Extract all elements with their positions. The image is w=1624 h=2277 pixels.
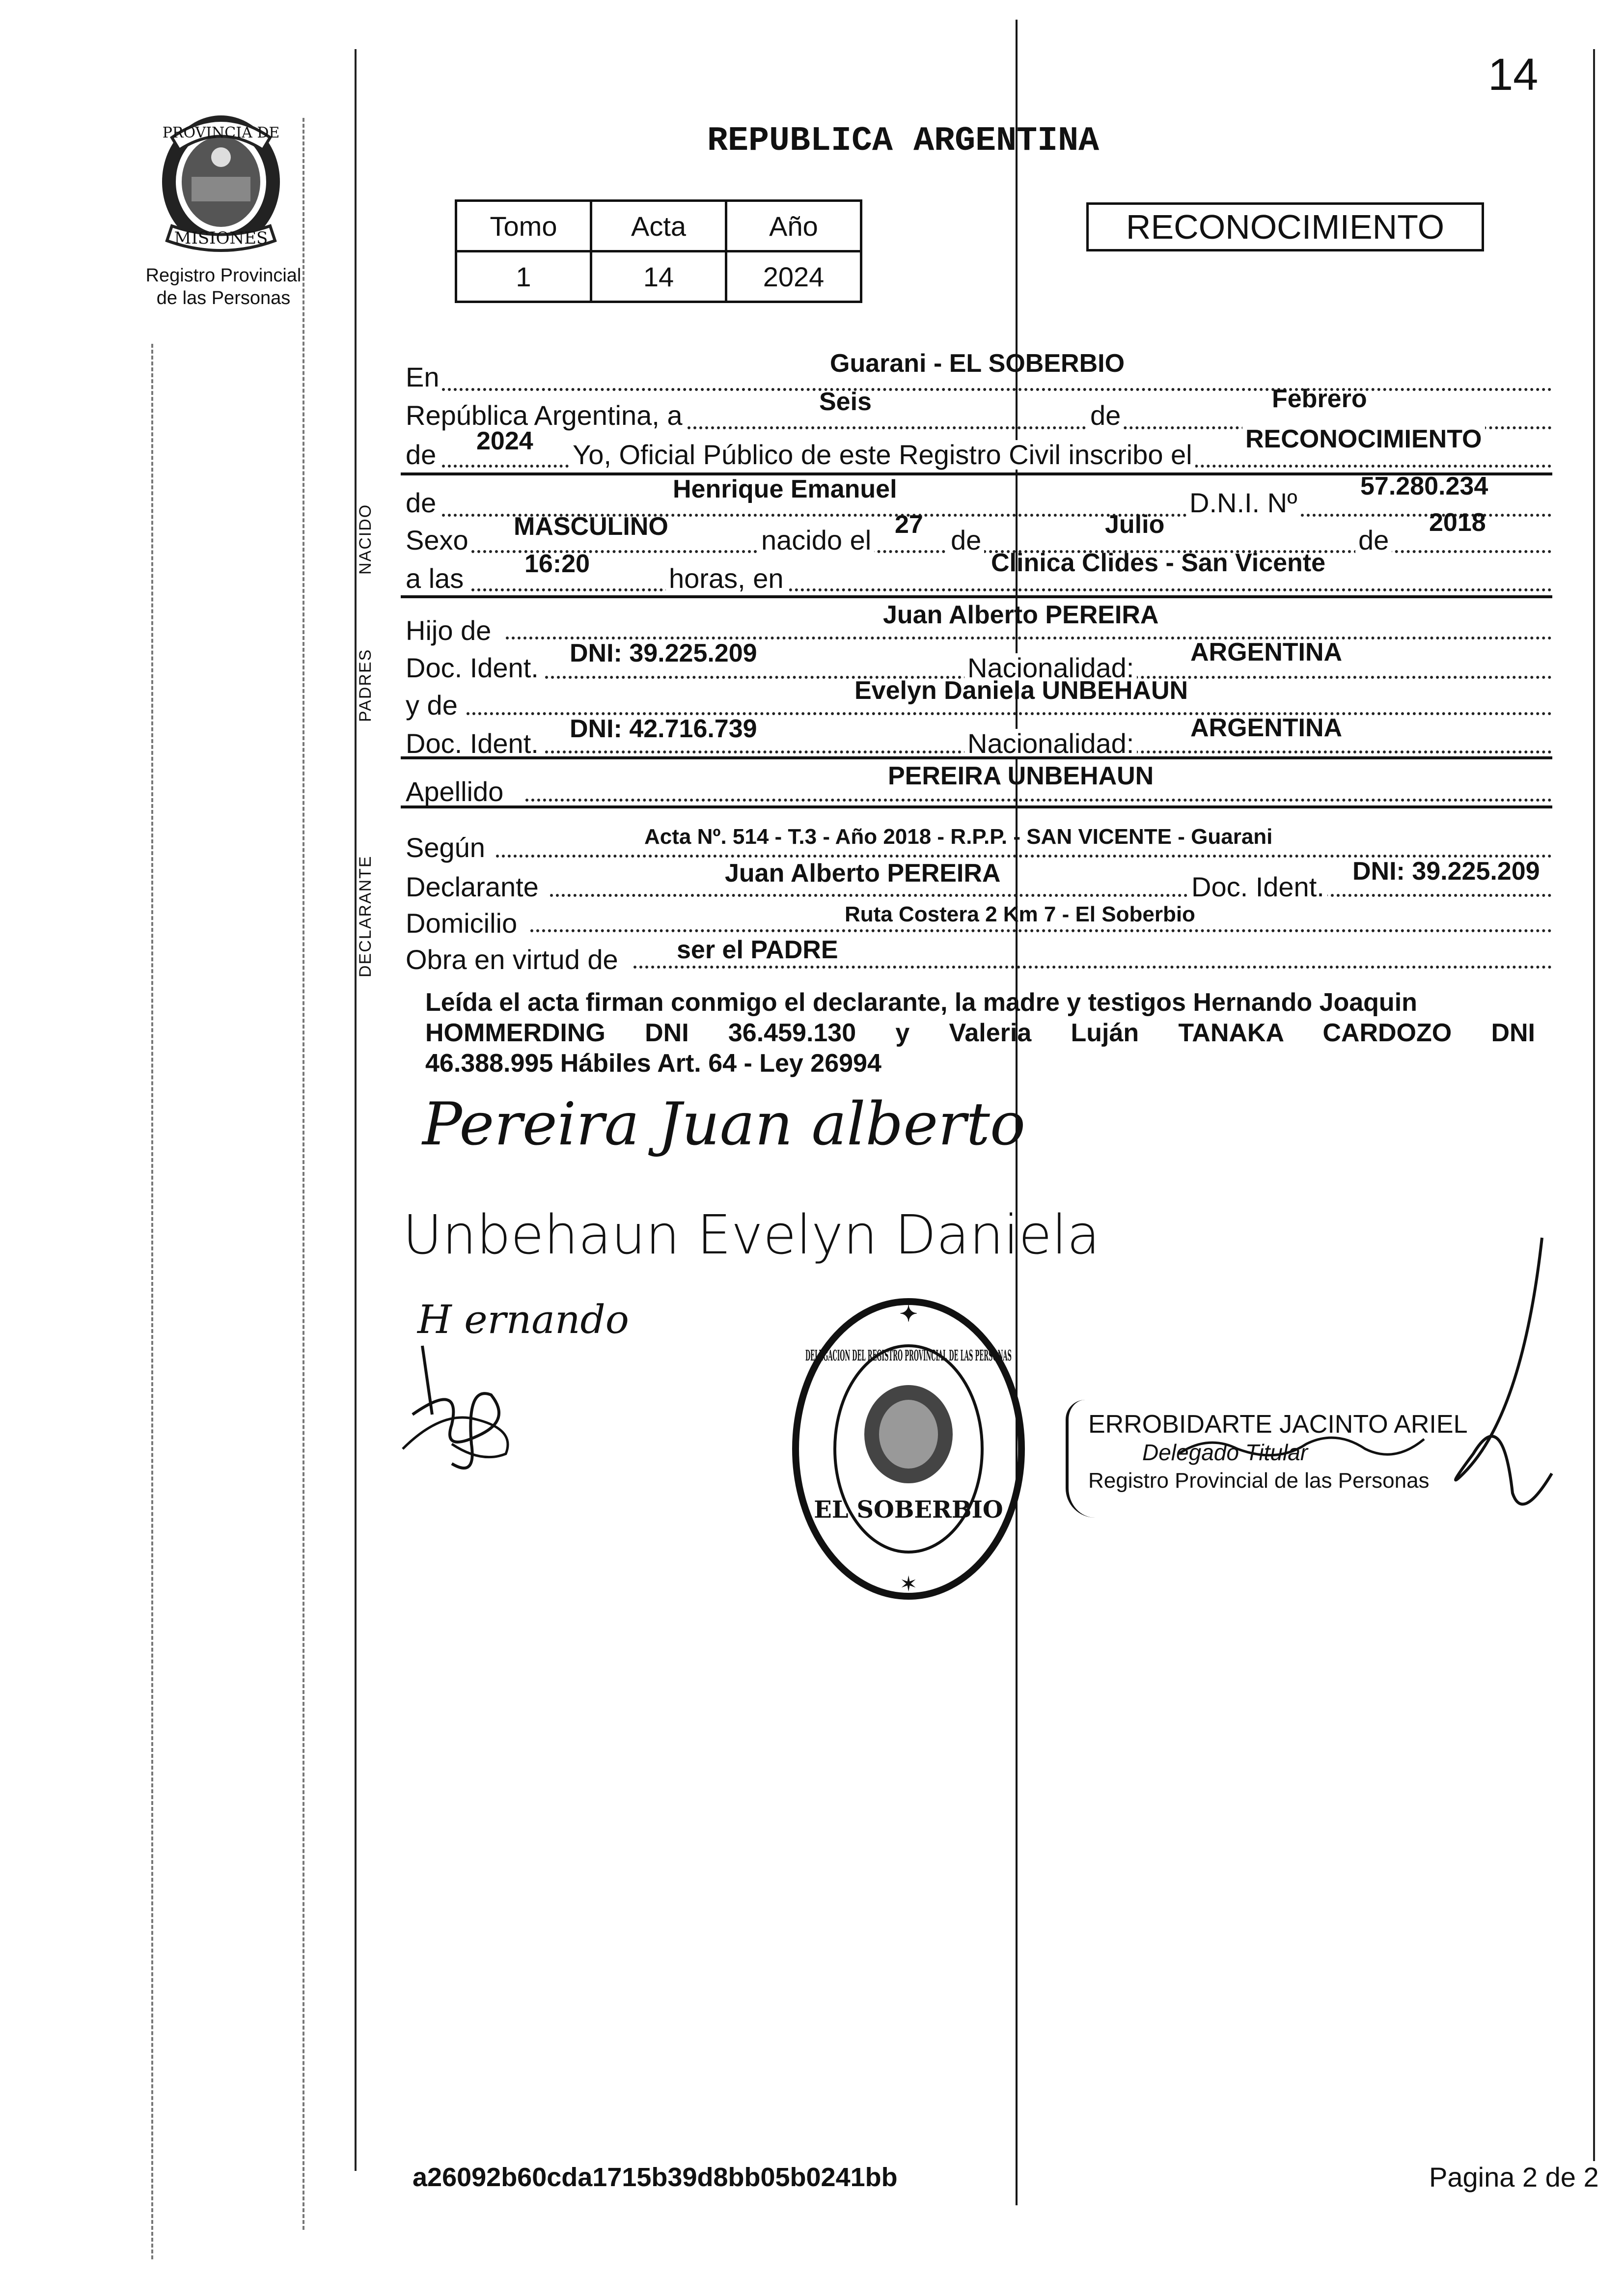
left-margin-line: [355, 49, 357, 2171]
label-de-mes: de: [1087, 401, 1124, 430]
signature-unbehaun: Unbehaun Evelyn Daniela: [403, 1203, 1100, 1266]
label-horas-en: horas, en: [666, 564, 787, 593]
record-table: [455, 199, 862, 303]
dots-declarante: [550, 894, 1552, 897]
value-madre-doc: DNI: 42.716.739: [570, 715, 757, 743]
label-de-anio: de: [1355, 526, 1392, 555]
closing-line-3: 46.388.995 Hábiles Art. 64 - Ley 26994: [425, 1049, 881, 1078]
table-header-tomo: Tomo: [456, 201, 591, 251]
value-lugar: Guarani - EL SOBERBIO: [830, 349, 1125, 378]
act-type-box: RECONOCIMIENTO: [1086, 202, 1484, 251]
seal-ring-text: DELEGACION DEL REGISTRO PROVINCIAL DE LAS PERSONAS: [805, 1347, 1012, 1364]
side-label-declarante: DECLARANTE: [356, 855, 375, 977]
value-dni: 57.280.234: [1360, 472, 1488, 500]
value-lugar-nac: Clinica Clides - San Vicente: [991, 549, 1326, 577]
official-signature-icon: [1090, 1218, 1562, 1532]
svg-text:✶: ✶: [899, 1572, 918, 1597]
value-tipo: RECONOCIMIENTO: [1242, 425, 1485, 453]
page-number: 14: [1488, 50, 1539, 100]
dashed-margin-right: [303, 118, 304, 2230]
value-sexo: MASCULINO: [514, 512, 668, 541]
document-hash: a26092b60cda1715b39d8bb05b0241bb: [413, 2163, 898, 2192]
value-apellido: PEREIRA UNBEHAUN: [888, 762, 1154, 790]
right-margin-line: [1593, 49, 1595, 2161]
label-nacido-el: nacido el: [758, 526, 874, 555]
value-madre: Evelyn Daniela UNBEHAUN: [854, 676, 1188, 705]
label-dni: D.N.I. Nº: [1186, 488, 1300, 518]
official-role: Delegado Titular: [1142, 1440, 1308, 1465]
value-segun: Acta Nº. 514 - T.3 - Año 2018 - R.P.P. - SAN VICENTE - Guarani: [644, 825, 1273, 849]
value-declarante: Juan Alberto PEREIRA: [725, 859, 1001, 888]
label-sexo: Sexo: [406, 525, 468, 555]
dots-domicilio: [530, 929, 1552, 932]
registry-label-line2: de las Personas: [156, 288, 291, 308]
label-segun: Según: [406, 832, 485, 863]
dots-apellido: [525, 799, 1552, 802]
dots-obra: [633, 966, 1552, 969]
value-padre-nac: ARGENTINA: [1190, 638, 1343, 666]
dots-hora: [471, 588, 1552, 591]
table-value-anio: 2024: [726, 251, 861, 302]
value-padre-doc: DNI: 39.225.209: [570, 639, 757, 667]
separator-3: [401, 756, 1552, 759]
label-apellido: Apellido: [406, 776, 504, 807]
separator-4: [401, 805, 1552, 808]
official-office: Registro Provincial de las Personas: [1088, 1469, 1430, 1493]
value-nac-mes: Julio: [1105, 510, 1165, 539]
signature-pereira: Pereira Juan alberto: [422, 1090, 1026, 1159]
witness-signature-scribble-icon: [393, 1336, 530, 1483]
label-a-las: a las: [406, 563, 464, 594]
value-declarante-doc: DNI: 39.225.209: [1352, 857, 1540, 886]
table-value-acta: 14: [591, 251, 726, 302]
pagination: Pagina 2 de 2: [1429, 2162, 1599, 2193]
separator-2: [401, 595, 1552, 598]
provincial-emblem-icon: [142, 108, 300, 255]
value-madre-nac: ARGENTINA: [1190, 714, 1343, 742]
value-domicilio: Ruta Costera 2 Km 7 - El Soberbio: [845, 902, 1195, 926]
value-dia: Seis: [819, 388, 872, 416]
label-domicilio: Domicilio: [406, 908, 518, 939]
value-hora: 16:20: [524, 550, 590, 578]
label-yo-oficial: Yo, Oficial Público de este Registro Civil inscribo el: [570, 440, 1195, 470]
side-label-padres: PADRES: [356, 648, 375, 722]
label-doc-ident-2: Doc. Ident.: [406, 728, 539, 759]
dots-en: [442, 388, 1552, 391]
side-label-nacido: NACIDO: [356, 503, 375, 575]
closing-line-1: Leída el acta firman conmigo el declarante, la madre y testigos Hernando Joaquin: [425, 988, 1417, 1017]
table-value-tomo: 1: [456, 251, 591, 302]
value-nac-anio: 2018: [1429, 508, 1486, 537]
closing-paragraph: [425, 987, 1535, 1079]
label-y-de: y de: [406, 690, 458, 721]
value-nac-dia: 27: [895, 510, 923, 539]
label-doc-ident-3: Doc. Ident.: [1188, 872, 1327, 902]
closing-line-2: HOMMERDING DNI 36.459.130 y Valeria Luján TANAKA CARDOZO DNI: [425, 1019, 1535, 1047]
label-nacionalidad-1: Nacionalidad:: [964, 653, 1137, 683]
label-obra: Obra en virtud de: [406, 944, 618, 975]
value-obra: ser el PADRE: [677, 936, 838, 964]
table-header-acta: Acta: [591, 201, 726, 251]
label-de-name: de: [406, 487, 437, 518]
registry-label-line1: Registro Provincial: [145, 265, 302, 286]
label-en: En: [406, 361, 440, 392]
value-nombre: Henrique Emanuel: [673, 475, 897, 503]
label-declarante: Declarante: [406, 871, 539, 902]
table-header-anio: Año: [726, 201, 861, 251]
label-de-dia: de: [948, 526, 984, 555]
seal-center-text: EL SOBERBIO: [814, 1496, 1003, 1524]
emblem-text-bottom: MISIONES: [174, 228, 268, 248]
value-mes: Febrero: [1272, 385, 1367, 413]
country-title: REPUBLICA ARGENTINA: [707, 122, 1100, 161]
dashed-margin-left: [151, 344, 153, 2259]
value-padre: Juan Alberto PEREIRA: [883, 601, 1159, 629]
label-republica: República Argentina, a: [406, 400, 683, 431]
svg-text:✦: ✦: [899, 1302, 918, 1327]
label-hijo-de: Hijo de: [406, 615, 492, 646]
official-name: ERROBIDARTE JACINTO ARIEL: [1088, 1410, 1468, 1439]
signature-hernando: H ernando: [417, 1297, 629, 1342]
label-de-year: de: [406, 439, 437, 470]
emblem-text-top: PROVINCIA DE: [162, 124, 280, 141]
label-nacionalidad-2: Nacionalidad:: [964, 729, 1137, 758]
value-anio: 2024: [476, 427, 533, 455]
registry-seal-icon: [786, 1287, 1031, 1611]
label-doc-ident-1: Doc. Ident.: [406, 652, 539, 683]
